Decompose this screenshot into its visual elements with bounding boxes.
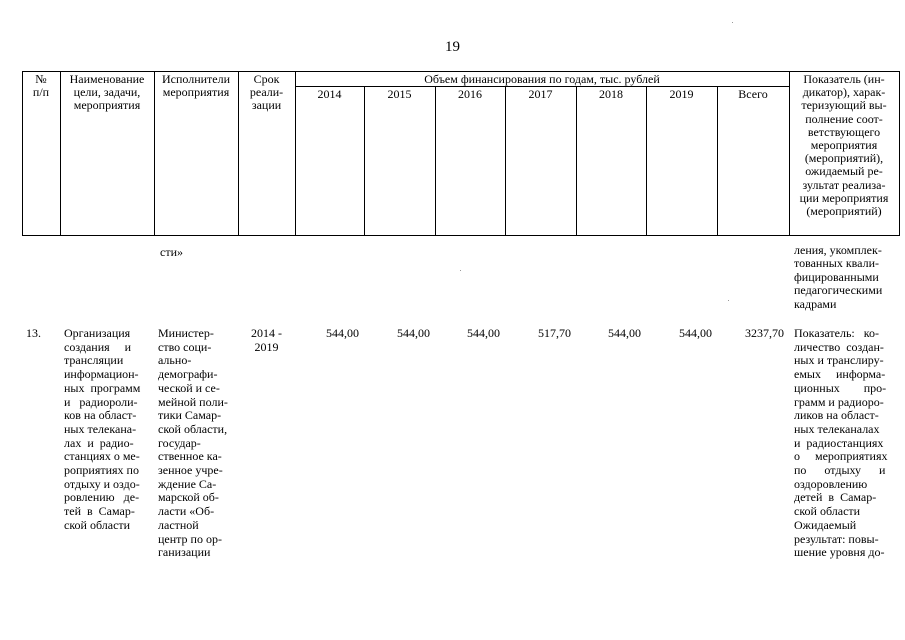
header-year-2016: 2016	[458, 87, 482, 101]
page-number: 19	[445, 39, 460, 55]
header-total: Всего	[738, 87, 768, 101]
header-number: № п/п	[32, 72, 50, 99]
header-year-2019: 2019	[669, 87, 694, 101]
col-rule-8	[576, 86, 577, 236]
row-executors: Министер- ство соци- ально- демографи- ческой и се- мейной поли- тики Самар- ской области, государ- ственное ка- зенное учре- ждение Са- марской об- ласти «Об- ластной центр по ор- ганизации	[158, 326, 228, 560]
scan-speck	[728, 300, 729, 301]
col-rule-10	[717, 86, 718, 236]
executors-continuation: сти»	[160, 245, 183, 259]
col-rule-7	[505, 86, 506, 236]
header-executors: Исполнители мероприятия	[161, 72, 231, 99]
header-year-2017: 2017	[528, 87, 553, 101]
row-value-2019: 544,00	[679, 326, 712, 340]
header-year-2015: 2015	[387, 87, 412, 101]
row-value-2015: 544,00	[397, 326, 430, 340]
row-value-2014: 544,00	[326, 326, 359, 340]
header-funding-group: Объем финансирования по годам, тыс. рублей	[424, 72, 660, 86]
row-name: Организация создания и трансляции информацион- ных программ и радиороли- ков на област- ных телеканa- лах и радио- станциях о ме- роприятиях по отдыху и оздо- ровлению де- тей в Самар- ской области	[64, 326, 141, 532]
row-value-total: 3237,70	[745, 326, 784, 340]
header-year-2018: 2018	[599, 87, 623, 101]
col-rule-9	[646, 86, 647, 236]
row-value-2018: 544,00	[608, 326, 641, 340]
row-value-2016: 544,00	[467, 326, 500, 340]
col-rule-6	[435, 86, 436, 236]
header-indicator: Показатель (ин- дикатор), харак- теризующий вы- полнение соот- ветствующего мероприятия (мероприятий), ожидаемый ре- зультат реализа- ции мероприятия (мероприятий)	[799, 72, 889, 219]
indicator-continuation: ления, укомплек- тованных квали- фицированными педагогическими кадрами	[794, 243, 883, 311]
scan-speck	[460, 270, 461, 271]
scan-speck	[732, 22, 733, 23]
header-term: Срок реали- зации	[249, 72, 284, 112]
row-term: 2014 - 2019	[251, 326, 282, 354]
col-rule-5	[364, 86, 365, 236]
header-name: Наименование цели, задачи, мероприятия	[69, 72, 145, 112]
header-year-2014: 2014	[317, 87, 342, 101]
row-value-2017: 517,70	[538, 326, 571, 340]
row-indicator: Показатель: ко- личество создан- ных и транслиру- емых информа- ционных про- грамм и радиоро- ликов на област- ных телеканалах и радиостанциях о мероприятиях по отдыху и оздоровлению детей в Самар- ской области Ожидаемый результат: повы- шение уровня до-	[794, 326, 888, 560]
col-rule-12	[899, 71, 900, 236]
row-number: 13.	[26, 326, 41, 340]
